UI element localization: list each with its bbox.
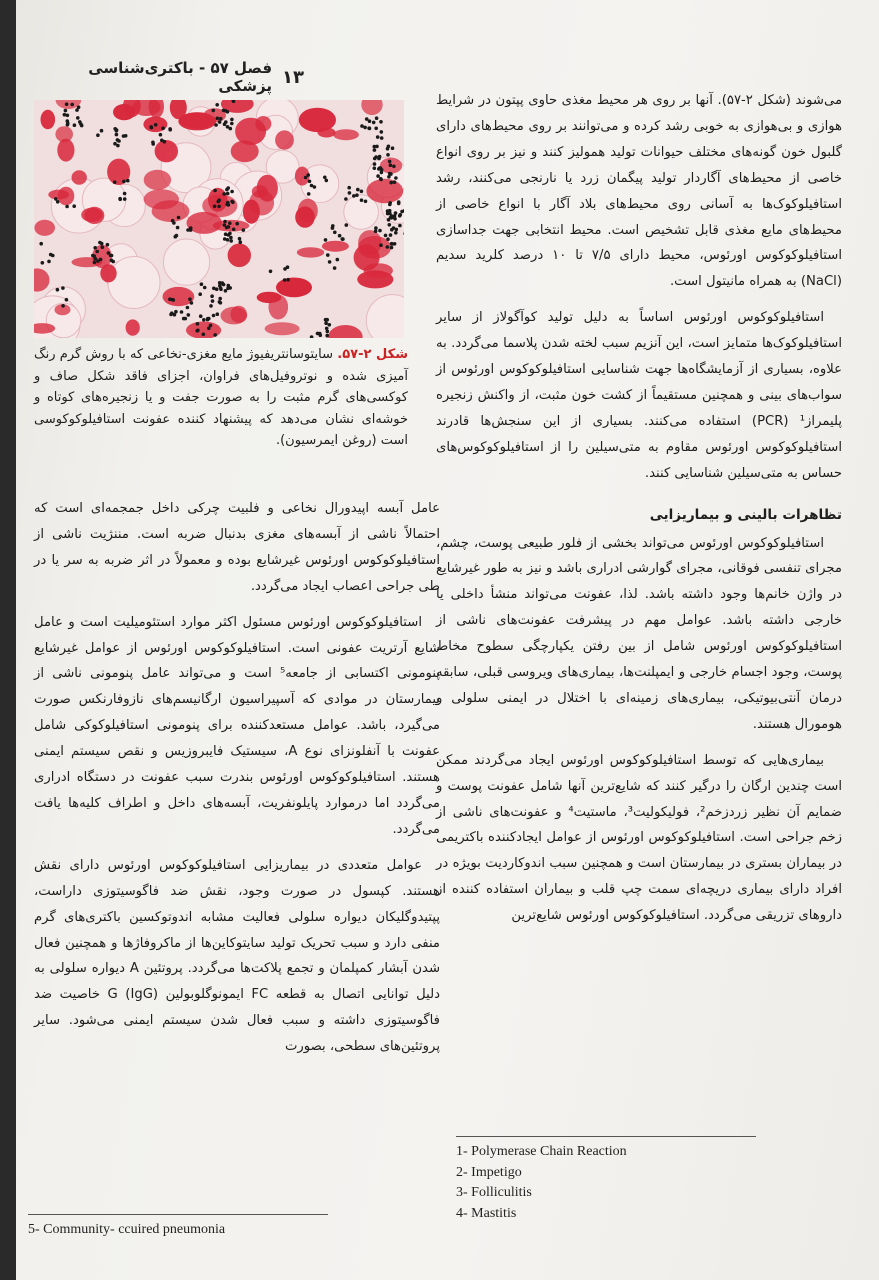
coccus bbox=[386, 245, 390, 249]
coccus bbox=[360, 198, 364, 202]
coccus bbox=[388, 212, 392, 216]
coccus bbox=[65, 102, 69, 106]
coccus bbox=[325, 327, 329, 331]
stained-cell bbox=[81, 208, 102, 222]
coccus bbox=[286, 265, 290, 269]
coccus bbox=[76, 116, 80, 120]
coccus bbox=[380, 130, 384, 134]
coccus bbox=[324, 238, 328, 242]
coccus bbox=[360, 124, 364, 128]
paragraph: استافیلوکوکوس اورئوس می‌تواند بخشی از فلور طبیعی پوست، چشم، مجرای تنفسی فوقانی، مجرای گوارشی ادراری باشد و نیز به طور غیرشایع در واژن خانم‌ها وجود داشته باشد. لذا، عفونت می‌تواند منشأ داخلی یا خارجی داشته باشد. عوامل مهم در پیشرفت عفونت‌های ناشی از استافیلوکوکوس اورئوس شامل از بین رفتن یکپارچگی سطوح مخاط پوست، وجود اجسام خارجی و ایمپلنت‌ها، بیماری‌های ویروسی قبلی، سابقه درمان آنتی‌بیوتیکی، بیماری‌های زمینه‌ای با اختلال در ایمنی سلولی و هومورال هستند. bbox=[436, 535, 842, 732]
coccus bbox=[344, 197, 348, 201]
coccus bbox=[64, 109, 68, 113]
coccus bbox=[230, 122, 234, 126]
footnote: 5- Community- ccuired pneumonia bbox=[28, 1222, 226, 1237]
coccus bbox=[93, 246, 97, 250]
stained-cell bbox=[41, 110, 56, 130]
coccus bbox=[238, 237, 242, 241]
coccus bbox=[347, 186, 351, 190]
coccus bbox=[398, 224, 402, 228]
coccus bbox=[202, 333, 206, 337]
coccus bbox=[223, 223, 227, 227]
stained-cell bbox=[357, 270, 393, 288]
stained-cell bbox=[155, 140, 178, 162]
coccus bbox=[116, 144, 120, 148]
coccus bbox=[223, 220, 227, 224]
coccus bbox=[211, 299, 215, 303]
chapter-title: فصل ۵۷ - باکتری‌شناسی پزشکی bbox=[88, 59, 273, 95]
stained-cell bbox=[57, 139, 74, 162]
stained-cell bbox=[144, 189, 179, 209]
coccus bbox=[286, 278, 290, 282]
coccus bbox=[216, 200, 220, 204]
footnotes-right bbox=[456, 1142, 716, 1224]
coccus bbox=[100, 129, 104, 133]
coccus bbox=[150, 126, 154, 130]
coccus bbox=[230, 190, 234, 194]
coccus bbox=[200, 282, 204, 286]
coccus bbox=[66, 119, 70, 123]
coccus bbox=[63, 113, 67, 117]
stained-cell bbox=[113, 104, 135, 120]
stained-cell bbox=[55, 126, 73, 142]
coccus bbox=[110, 254, 114, 258]
paragraph: استافیلوکوکوس اورئوس اساساً به دلیل تولید کوآگولاز از سایر استافیلوکوک‌ها متمایز است، این آنزیم سبب لخته شدن پلاسما می‌گردد. به علاوه، بسیاری از آزمایشگاه‌ها جهت شناسایی استافیلوکوکوس اورئوس از سواب‌های بینی و همچنین مستقیماً از کشت خون مثبت، از واکنش زنجیره پلیمراز¹ (PCR) استفاده می‌کنند. بسیاری از این سنجش‌ها قادرند استافیلوکوکوس اورئوس مقاوم به متی‌سیلین را از استافیلوکوکوس‌های حساس به متی‌سیلین شناسایی کنند. bbox=[436, 310, 842, 481]
coccus bbox=[360, 190, 364, 194]
coccus bbox=[336, 258, 340, 262]
coccus bbox=[307, 192, 311, 196]
coccus bbox=[161, 127, 165, 131]
coccus bbox=[219, 117, 223, 121]
stained-cell bbox=[126, 319, 140, 335]
coccus bbox=[388, 223, 392, 227]
coccus bbox=[51, 254, 55, 258]
coccus bbox=[222, 109, 226, 113]
coccus bbox=[333, 231, 337, 235]
coccus bbox=[95, 250, 99, 254]
coccus bbox=[217, 205, 221, 209]
coccus bbox=[378, 229, 382, 233]
coccus bbox=[186, 228, 190, 232]
coccus bbox=[56, 200, 60, 204]
coccus bbox=[126, 179, 130, 183]
coccus bbox=[91, 254, 95, 258]
coccus bbox=[394, 211, 398, 215]
coccus bbox=[367, 126, 371, 130]
coccus bbox=[96, 133, 100, 137]
coccus bbox=[226, 110, 230, 114]
coccus bbox=[222, 283, 226, 287]
coccus bbox=[70, 103, 74, 107]
stained-cell bbox=[333, 129, 359, 140]
coccus bbox=[113, 127, 117, 131]
coccus bbox=[216, 117, 220, 121]
coccus bbox=[376, 174, 380, 178]
coccus bbox=[122, 180, 126, 184]
coccus bbox=[65, 298, 69, 302]
coccus bbox=[106, 243, 110, 247]
coccus bbox=[386, 147, 390, 151]
coccus bbox=[96, 259, 100, 263]
coccus bbox=[182, 317, 186, 321]
coccus bbox=[326, 253, 330, 257]
left-text-column bbox=[34, 496, 440, 1070]
coccus bbox=[389, 163, 393, 167]
coccus bbox=[202, 318, 206, 322]
coccus bbox=[328, 323, 332, 327]
stained-cell bbox=[163, 287, 195, 306]
coccus bbox=[73, 123, 77, 127]
coccus bbox=[352, 194, 356, 198]
section-heading: تظاهرات بالینی و بیماریزایی bbox=[649, 506, 842, 523]
figure-caption-label: شکل ۲-۵۷. bbox=[337, 347, 408, 362]
coccus bbox=[386, 237, 390, 241]
coccus bbox=[374, 226, 378, 230]
coccus bbox=[338, 234, 342, 238]
coccus bbox=[384, 234, 388, 238]
coccus bbox=[218, 297, 222, 301]
book-page bbox=[16, 0, 879, 1280]
coccus bbox=[374, 127, 378, 131]
coccus bbox=[218, 120, 222, 124]
coccus bbox=[379, 120, 383, 124]
footnote: 3- Folliculitis bbox=[456, 1185, 532, 1200]
coccus bbox=[363, 126, 367, 130]
coccus bbox=[304, 176, 308, 180]
coccus bbox=[196, 329, 200, 333]
footnote-divider bbox=[28, 1214, 328, 1215]
coccus bbox=[389, 216, 393, 220]
coccus bbox=[229, 239, 233, 243]
coccus bbox=[212, 109, 216, 113]
coccus bbox=[313, 185, 317, 189]
coccus bbox=[77, 105, 81, 109]
coccus bbox=[379, 243, 383, 247]
coccus bbox=[341, 237, 345, 241]
figure-caption-text: سایتوسانتریفیوژ مایع مغزی-نخاعی که با روش گرم رنگ آمیزی شده و نوتروفیل‌های فراوان، اجزای فاقد شکل صاف و کوکسی‌های گرم مثبت را به صورت جفت و یا زنجیره‌های کوتاه و خوشه‌ای نشان می‌دهد که پیشنهاد کننده عفونت استافیلوکوکوسی است (روغن ایمرسیون). bbox=[34, 347, 408, 448]
coccus bbox=[228, 232, 232, 236]
coccus bbox=[218, 284, 222, 288]
footnote: 4- Mastitis bbox=[456, 1205, 517, 1221]
coccus bbox=[355, 193, 359, 197]
coccus bbox=[231, 201, 235, 205]
coccus bbox=[377, 167, 381, 171]
coccus bbox=[226, 192, 230, 196]
paragraph: عوامل متعددی در بیماریزایی استافیلوکوکوس اورئوس دارای نقش هستند. کپسول در صورت وجود، نقش ضد فاگوسیتوزی داراست، پپتیدوگلیکان دیواره سلولی فعالیت مشابه اندوتوکسین باکتری‌های گرم منفی دارد و سبب تحریک تولید سایتوکاین‌ها از ماکروفاژها و همچنین فعال شدن آبشار کمپلمان و تجمع پلاکت‌ها می‌گردد. پروتئین A دیواره سلولی به دلیل توانایی اتصال به قطعه FC ایمونوگلوبولین G (IgG) خاصیت ضد فاگوسیتوزی داشته و سبب فعال شدن سیستم ایمنی می‌شود. سایر پروتئین‌های سطحی، بصورت bbox=[34, 857, 440, 1055]
coccus bbox=[93, 261, 97, 265]
stained-cell bbox=[257, 292, 282, 303]
coccus bbox=[400, 210, 404, 214]
stained-cell bbox=[322, 241, 349, 252]
coccus bbox=[331, 226, 335, 230]
coccus bbox=[210, 294, 214, 298]
coccus bbox=[207, 317, 211, 321]
coccus bbox=[283, 278, 287, 282]
coccus bbox=[324, 318, 328, 322]
coccus bbox=[180, 310, 184, 314]
coccus bbox=[168, 127, 172, 131]
right-text-column bbox=[436, 88, 842, 939]
coccus bbox=[324, 321, 328, 325]
coccus bbox=[186, 306, 190, 310]
coccus bbox=[213, 189, 217, 193]
coccus bbox=[229, 236, 233, 240]
coccus bbox=[325, 179, 329, 183]
coccus bbox=[175, 234, 179, 238]
coccus bbox=[65, 205, 69, 209]
coccus bbox=[393, 217, 397, 221]
coccus bbox=[214, 123, 218, 127]
coccus bbox=[227, 225, 231, 229]
coccus bbox=[364, 200, 368, 204]
paragraph: می‌شوند (شکل ۲-۵۷). آنها بر روی هر محیط مغذی حاوی پپتون در شرایط هوازی و بی‌هوازی به خوبی رشد کرده و می‌توانند بر روی محیط‌های دارای گلبول خون گونه‌های مختلف حیوانات تولید همولیز کنند و نیز بر روی انواع خاصی از محیط‌های آگاردار تولید پیگمان زرد یا نارنجی می‌کنند، رشد استافیلوکوک‌ها به آسانی روی محیط‌های بلاد آگار با انواع خاصی از محیط‌های مایع مغذی قابل تشخیص است. محیط انتخابی جهت جداسازی استافیلوکوکوس اورئوس، محیط دارای ۷/۵ تا ۱۰ درصد کلرید سدیم (NaCl) به همراه مانیتول است. bbox=[436, 93, 843, 290]
coccus bbox=[72, 204, 76, 208]
paragraph: بیماری‌هایی که توسط استافیلوکوکوس اورئوس ایجاد می‌گردند ممکن است چندین ارگان را درگیر کنند که شایع‌ترین آنها شامل عفونت پوست و ضمایم آن نظیر زردزخم²، فولیکولیت³، ماستیت⁴ و عفونت‌های ناشی از زخم جراحی است. استافیلوکوکوس اورئوس از عوامل ایجادکننده باکتریمی در بیماران بستری در بیمارستان است و همچنین سبب اندوکاردیت بویژه در افراد دارای بیماری دریچه‌ای سمت چپ قلب و بیماران استفاده کننده از داروهای تزریقی می‌گردد. استافیلوکوکوس اورئوس شایع‌ترین bbox=[436, 752, 842, 924]
stained-cell bbox=[249, 190, 274, 216]
coccus bbox=[123, 197, 127, 201]
stained-cell bbox=[180, 112, 215, 128]
stained-cell bbox=[144, 170, 171, 190]
coccus bbox=[230, 118, 234, 122]
stained-cell bbox=[34, 220, 55, 236]
stained-cell bbox=[297, 247, 324, 257]
coccus bbox=[394, 231, 398, 235]
coccus bbox=[232, 228, 236, 232]
coccus bbox=[388, 172, 392, 176]
stained-cell bbox=[255, 116, 271, 131]
coccus bbox=[66, 114, 70, 118]
coccus bbox=[188, 297, 192, 301]
stained-cell bbox=[276, 278, 312, 298]
coccus bbox=[172, 298, 176, 302]
coccus bbox=[226, 238, 230, 242]
coccus bbox=[392, 165, 396, 169]
coccus bbox=[368, 119, 372, 123]
coccus bbox=[216, 312, 220, 316]
coccus bbox=[373, 157, 377, 161]
coccus bbox=[386, 153, 390, 157]
coccus bbox=[176, 226, 180, 230]
footnotes-left bbox=[28, 1222, 328, 1238]
coccus bbox=[47, 260, 51, 264]
coccus bbox=[374, 229, 378, 233]
coccus bbox=[209, 304, 213, 308]
coccus bbox=[163, 140, 167, 144]
coccus bbox=[316, 332, 320, 336]
coccus bbox=[397, 202, 401, 206]
running-header bbox=[34, 60, 304, 94]
stained-cell bbox=[100, 264, 116, 282]
coccus bbox=[177, 216, 181, 220]
coccus bbox=[394, 176, 398, 180]
coccus bbox=[151, 142, 155, 146]
coccus bbox=[388, 201, 392, 205]
coccus bbox=[98, 241, 102, 245]
pale-cell bbox=[163, 239, 209, 285]
coccus bbox=[399, 213, 403, 217]
coccus bbox=[219, 288, 223, 292]
gram-stain-micrograph bbox=[34, 100, 404, 338]
coccus bbox=[226, 201, 230, 205]
coccus bbox=[389, 233, 393, 237]
coccus bbox=[373, 162, 377, 166]
coccus bbox=[223, 122, 227, 126]
figure-caption bbox=[34, 344, 408, 452]
footnote: 2- Impetigo bbox=[456, 1164, 522, 1180]
stained-cell bbox=[231, 140, 259, 162]
coccus bbox=[380, 136, 384, 140]
coccus bbox=[390, 242, 394, 246]
coccus bbox=[207, 327, 211, 331]
coccus bbox=[159, 133, 163, 137]
coccus bbox=[198, 292, 202, 296]
paragraph: استافیلوکوکوس اورئوس مسئول اکثر موارد استئومیلیت است و عامل شایع آرتریت عفونی است. استافیلوکوکوس اورئوس از عوامل غیرشایع پنومونی اکتسابی از جامعه⁵ است و می‌تواند عامل پنومونی ناشی از بیمارستان در موادی که آسپیراسیون ارگانیسم‌های نازوفارنکس صورت می‌گیرد، باشد. عوامل مستعدکننده برای پنومونی استافیلوکوکی شامل عفونت با آنفلونزای نوع A، سیستیک فایبروزیس و نقص سیستم ایمنی هستند. استافیلوکوکوس اورئوس بندرت سبب عفونت در دستگاه ادراری می‌گردد اما درموارد پایلونفریت، آبسه‌های داخل و اطراف کلیه‌ها یافت می‌گردد. bbox=[34, 614, 440, 837]
coccus bbox=[61, 286, 65, 290]
coccus bbox=[212, 314, 216, 318]
stained-cell bbox=[72, 170, 87, 185]
coccus bbox=[393, 180, 397, 184]
coccus bbox=[348, 191, 352, 195]
coccus bbox=[239, 240, 243, 244]
stained-cell bbox=[299, 108, 336, 132]
coccus bbox=[325, 334, 329, 338]
coccus bbox=[212, 287, 216, 291]
coccus bbox=[222, 192, 226, 196]
coccus bbox=[372, 121, 376, 125]
stained-cell bbox=[230, 306, 247, 323]
pale-cell bbox=[108, 257, 160, 309]
coccus bbox=[226, 125, 230, 129]
coccus bbox=[376, 135, 380, 139]
coccus bbox=[170, 311, 174, 315]
paragraph: عامل آبسه اپیدورال نخاعی و فلبیت چرکی داخل جمجمه‌ای است که احتمالاً ناشی از آبسه‌های مغزی بدنبال ضربه است. مننژیت ناشی از استافیلوکوکوس اورئوس غیرشایع بوده و معمولاً در اثر ضربه به سر یا در طی جراحی اعصاب ایجاد می‌گردد. bbox=[34, 501, 440, 594]
coccus bbox=[375, 116, 379, 120]
coccus bbox=[113, 180, 117, 184]
coccus bbox=[215, 103, 219, 107]
coccus bbox=[269, 270, 273, 274]
coccus bbox=[356, 188, 360, 192]
coccus bbox=[379, 178, 383, 182]
stained-cell bbox=[366, 179, 403, 203]
coccus bbox=[390, 246, 394, 250]
coccus bbox=[333, 266, 337, 270]
stained-cell bbox=[228, 244, 251, 268]
coccus bbox=[392, 226, 396, 230]
coccus bbox=[226, 186, 230, 190]
coccus bbox=[388, 160, 392, 164]
footnote: 1- Polymerase Chain Reaction bbox=[456, 1144, 627, 1159]
footnote-divider bbox=[456, 1136, 756, 1137]
coccus bbox=[41, 261, 45, 265]
coccus bbox=[39, 242, 43, 246]
coccus bbox=[154, 123, 158, 127]
coccus bbox=[199, 314, 203, 318]
coccus bbox=[196, 322, 200, 326]
coccus bbox=[326, 330, 330, 334]
coccus bbox=[345, 223, 349, 227]
coccus bbox=[190, 301, 194, 305]
coccus bbox=[116, 138, 120, 142]
coccus bbox=[218, 300, 222, 304]
coccus bbox=[123, 192, 127, 196]
coccus bbox=[118, 198, 122, 202]
coccus bbox=[61, 304, 65, 308]
coccus bbox=[224, 232, 228, 236]
coccus bbox=[213, 205, 217, 209]
coccus bbox=[308, 180, 312, 184]
stained-cell bbox=[275, 130, 294, 149]
coccus bbox=[213, 333, 217, 337]
micrograph-figure bbox=[34, 100, 404, 338]
coccus bbox=[228, 221, 232, 225]
coccus bbox=[115, 133, 119, 137]
stained-cell bbox=[298, 199, 318, 223]
coccus bbox=[107, 251, 111, 255]
coccus bbox=[373, 145, 377, 149]
coccus bbox=[56, 288, 60, 292]
coccus bbox=[224, 289, 228, 293]
coccus bbox=[235, 222, 239, 226]
coccus bbox=[187, 313, 191, 317]
coccus bbox=[79, 122, 83, 126]
coccus bbox=[110, 259, 114, 263]
stained-cell bbox=[265, 322, 300, 335]
coccus bbox=[323, 176, 327, 180]
coccus bbox=[328, 260, 332, 264]
coccus bbox=[203, 286, 207, 290]
coccus bbox=[373, 166, 377, 170]
coccus bbox=[172, 221, 176, 225]
coccus bbox=[378, 155, 382, 159]
page-number: ۱۳ bbox=[282, 66, 304, 88]
coccus bbox=[124, 134, 128, 138]
coccus bbox=[389, 181, 393, 185]
coccus bbox=[226, 287, 230, 291]
coccus bbox=[391, 146, 395, 150]
stained-cell bbox=[48, 190, 69, 200]
coccus bbox=[101, 245, 105, 249]
coccus bbox=[242, 228, 246, 232]
coccus bbox=[373, 148, 377, 152]
